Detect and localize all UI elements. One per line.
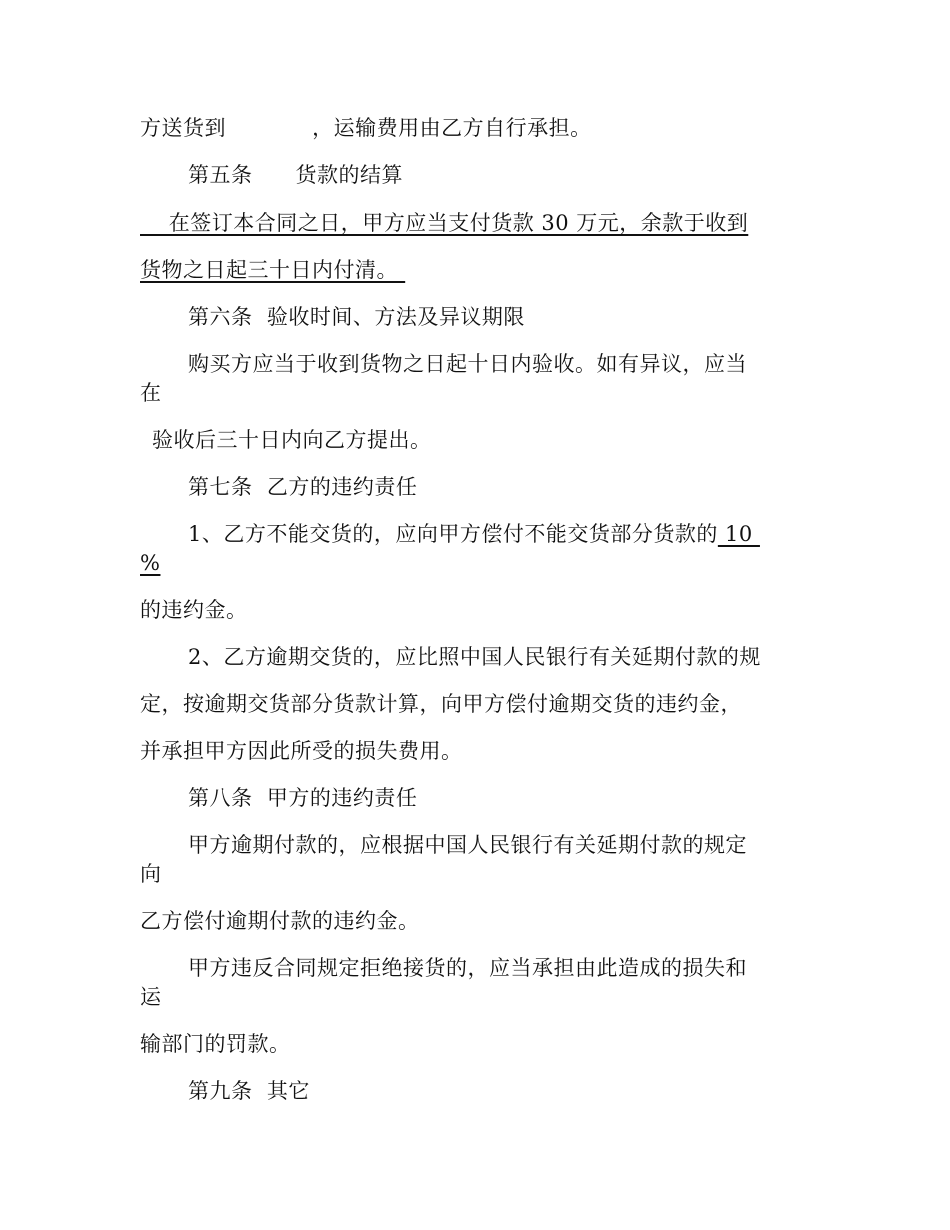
article-6-text-1: 购买方应当于收到货物之日起十日内验收。如有异议，应当 xyxy=(188,352,747,376)
article-8-text-2: 向 xyxy=(140,862,162,886)
article-5-heading: 第五条 货款的结算 xyxy=(188,163,404,187)
penalty-rate-unit: % xyxy=(140,551,161,575)
article-7-item-2-text-2: 定，按逾期交货部分货款计算，向甲方偿付逾期交货的违约金， xyxy=(140,692,742,716)
article-6-text-3: 验收后三十日内向乙方提出。 xyxy=(152,428,432,452)
article-6-heading: 第六条 验收时间、方法及异议期限 xyxy=(188,305,525,329)
article-7-item-2-text-3: 并承担甲方因此所受的损失费用。 xyxy=(140,739,463,763)
article-8-heading: 第八条 甲方的违约责任 xyxy=(188,786,418,810)
penalty-rate-value: 10 xyxy=(717,522,760,546)
article-7-heading: 第七条 乙方的违约责任 xyxy=(188,475,418,499)
article-7-item-2-text-1: 2、乙方逾期交货的，应比照中国人民银行有关延期付款的规 xyxy=(188,645,761,669)
article-7-item-1-tail: 的违约金。 xyxy=(140,598,248,622)
article-5-text-1: 在签订本合同之日，甲方应当支付货款 30 万元，余款于收到 xyxy=(140,211,749,235)
text-line-delivery: 方送货到 ，运输费用由乙方自行承担。 xyxy=(140,116,592,140)
article-8-text-3: 乙方偿付逾期付款的违约金。 xyxy=(140,909,420,933)
article-9-heading: 第九条 其它 xyxy=(188,1079,310,1103)
article-6-text-2: 在 xyxy=(140,381,162,405)
article-8-text-4: 甲方违反合同规定拒绝接货的，应当承担由此造成的损失和 xyxy=(188,956,747,980)
article-8-text-6: 输部门的罚款。 xyxy=(140,1032,291,1056)
article-8-text-5: 运 xyxy=(140,985,162,1009)
article-8-text-1: 甲方逾期付款的，应根据中国人民银行有关延期付款的规定 xyxy=(188,833,747,857)
article-5-text-2: 货物之日起三十日内付清。 xyxy=(140,258,406,282)
article-7-item-1-main: 1、乙方不能交货的，应向甲方偿付不能交货部分货款的 xyxy=(188,522,718,546)
article-7-item-1-text xyxy=(188,521,760,547)
